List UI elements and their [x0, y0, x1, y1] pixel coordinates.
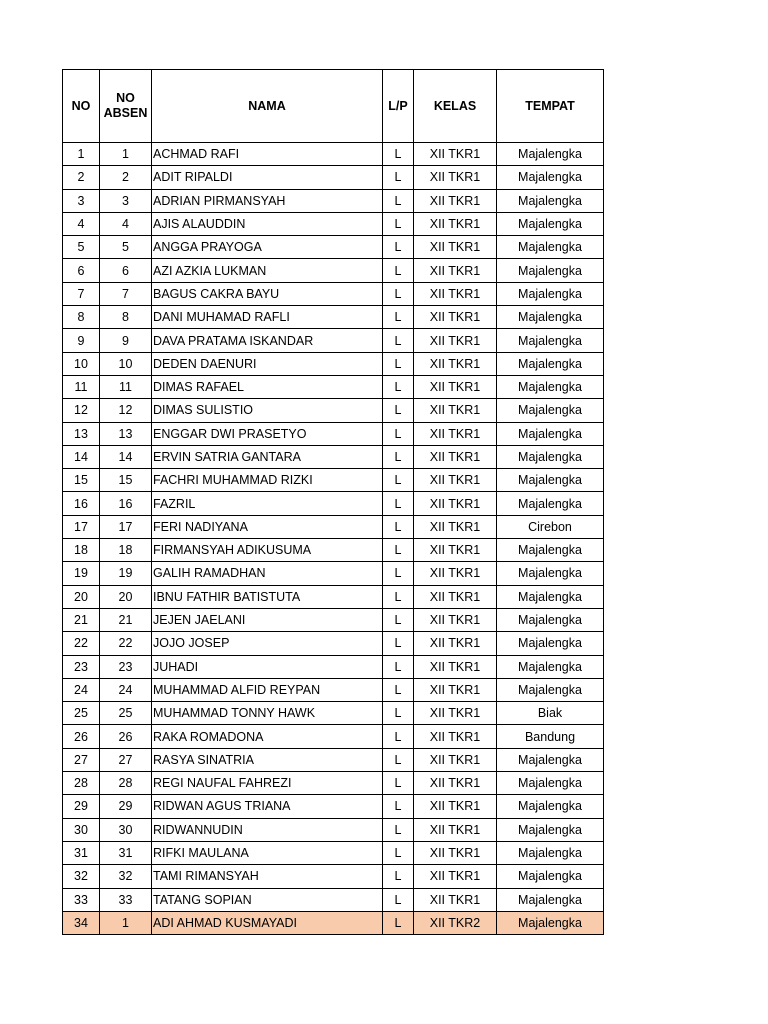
table-row [63, 888, 604, 911]
cell-no-absen: 18 [100, 539, 152, 562]
cell-kelas: XII TKR1 [414, 445, 497, 468]
cell-no: 31 [63, 841, 100, 864]
cell-no-absen: 15 [100, 469, 152, 492]
cell-tempat: Majalengka [497, 352, 604, 375]
cell-tempat: Majalengka [497, 608, 604, 631]
cell-nama: ADI AHMAD KUSMAYADI [152, 911, 383, 934]
table-row [63, 306, 604, 329]
table-row [63, 632, 604, 655]
cell-lp: L [383, 865, 414, 888]
cell-no: 11 [63, 375, 100, 398]
cell-nama: TATANG SOPIAN [152, 888, 383, 911]
cell-kelas: XII TKR1 [414, 702, 497, 725]
table-row [63, 166, 604, 189]
cell-kelas: XII TKR1 [414, 585, 497, 608]
cell-kelas: XII TKR1 [414, 725, 497, 748]
cell-no-absen: 21 [100, 608, 152, 631]
cell-no: 16 [63, 492, 100, 515]
cell-no: 2 [63, 166, 100, 189]
cell-tempat: Majalengka [497, 911, 604, 934]
cell-nama: ACHMAD RAFI [152, 143, 383, 166]
cell-tempat: Majalengka [497, 539, 604, 562]
cell-no-absen: 3 [100, 189, 152, 212]
cell-tempat: Majalengka [497, 585, 604, 608]
cell-no: 9 [63, 329, 100, 352]
cell-nama: DAVA PRATAMA ISKANDAR [152, 329, 383, 352]
cell-no-absen: 5 [100, 236, 152, 259]
cell-nama: DIMAS SULISTIO [152, 399, 383, 422]
cell-tempat: Majalengka [497, 329, 604, 352]
header-nama: NAMA [152, 70, 383, 143]
cell-lp: L [383, 725, 414, 748]
table-row [63, 585, 604, 608]
cell-nama: MUHAMMAD TONNY HAWK [152, 702, 383, 725]
table-row [63, 329, 604, 352]
header-no: NO [63, 70, 100, 143]
header-no-absen-line1: NO [116, 91, 135, 105]
cell-kelas: XII TKR1 [414, 399, 497, 422]
table-body [63, 143, 604, 935]
table-row [63, 865, 604, 888]
cell-kelas: XII TKR1 [414, 539, 497, 562]
cell-nama: JUHADI [152, 655, 383, 678]
cell-no-absen: 9 [100, 329, 152, 352]
cell-tempat: Majalengka [497, 143, 604, 166]
table-row [63, 492, 604, 515]
cell-nama: FACHRI MUHAMMAD RIZKI [152, 469, 383, 492]
cell-no-absen: 16 [100, 492, 152, 515]
cell-nama: RIDWAN AGUS TRIANA [152, 795, 383, 818]
cell-no-absen: 26 [100, 725, 152, 748]
cell-nama: ADRIAN PIRMANSYAH [152, 189, 383, 212]
cell-no: 5 [63, 236, 100, 259]
cell-no: 23 [63, 655, 100, 678]
cell-no-absen: 23 [100, 655, 152, 678]
cell-tempat: Majalengka [497, 632, 604, 655]
cell-no-absen: 32 [100, 865, 152, 888]
cell-no-absen: 14 [100, 445, 152, 468]
cell-no: 29 [63, 795, 100, 818]
cell-lp: L [383, 166, 414, 189]
cell-kelas: XII TKR1 [414, 748, 497, 771]
cell-lp: L [383, 655, 414, 678]
cell-nama: FERI NADIYANA [152, 515, 383, 538]
cell-lp: L [383, 189, 414, 212]
table-row [63, 375, 604, 398]
cell-nama: AJIS ALAUDDIN [152, 212, 383, 235]
cell-lp: L [383, 259, 414, 282]
cell-kelas: XII TKR2 [414, 911, 497, 934]
cell-no-absen: 7 [100, 282, 152, 305]
header-no-absen [100, 70, 152, 143]
cell-nama: RIFKI MAULANA [152, 841, 383, 864]
cell-lp: L [383, 143, 414, 166]
cell-tempat: Majalengka [497, 562, 604, 585]
cell-nama: MUHAMMAD ALFID REYPAN [152, 678, 383, 701]
header-no-absen-line2: ABSEN [103, 106, 148, 120]
cell-no: 30 [63, 818, 100, 841]
cell-tempat: Majalengka [497, 795, 604, 818]
cell-no: 13 [63, 422, 100, 445]
cell-tempat: Majalengka [497, 306, 604, 329]
cell-no: 32 [63, 865, 100, 888]
cell-no: 25 [63, 702, 100, 725]
cell-kelas: XII TKR1 [414, 795, 497, 818]
cell-lp: L [383, 515, 414, 538]
cell-nama: REGI NAUFAL FAHREZI [152, 772, 383, 795]
cell-tempat: Majalengka [497, 375, 604, 398]
table-row [63, 515, 604, 538]
cell-no-absen: 30 [100, 818, 152, 841]
cell-kelas: XII TKR1 [414, 608, 497, 631]
cell-nama: AZI AZKIA LUKMAN [152, 259, 383, 282]
cell-no: 20 [63, 585, 100, 608]
cell-kelas: XII TKR1 [414, 352, 497, 375]
cell-no-absen: 33 [100, 888, 152, 911]
table-row [63, 212, 604, 235]
cell-lp: L [383, 888, 414, 911]
cell-kelas: XII TKR1 [414, 818, 497, 841]
table-row [63, 259, 604, 282]
cell-no-absen: 31 [100, 841, 152, 864]
cell-lp: L [383, 678, 414, 701]
cell-kelas: XII TKR1 [414, 236, 497, 259]
cell-kelas: XII TKR1 [414, 632, 497, 655]
header-tempat: TEMPAT [497, 70, 604, 143]
table-row [63, 678, 604, 701]
table-row [63, 189, 604, 212]
table-row [63, 445, 604, 468]
header-lp: L/P [383, 70, 414, 143]
header-kelas: KELAS [414, 70, 497, 143]
cell-nama: DEDEN DAENURI [152, 352, 383, 375]
cell-lp: L [383, 445, 414, 468]
cell-nama: GALIH RAMADHAN [152, 562, 383, 585]
cell-no-absen: 20 [100, 585, 152, 608]
table-row [63, 911, 604, 934]
cell-kelas: XII TKR1 [414, 655, 497, 678]
cell-lp: L [383, 492, 414, 515]
cell-no-absen: 24 [100, 678, 152, 701]
cell-tempat: Majalengka [497, 445, 604, 468]
cell-lp: L [383, 702, 414, 725]
cell-tempat: Majalengka [497, 748, 604, 771]
cell-nama: BAGUS CAKRA BAYU [152, 282, 383, 305]
table-row [63, 702, 604, 725]
cell-no-absen: 19 [100, 562, 152, 585]
table-row [63, 748, 604, 771]
table-row [63, 282, 604, 305]
cell-tempat: Cirebon [497, 515, 604, 538]
cell-nama: RAKA ROMADONA [152, 725, 383, 748]
cell-tempat: Majalengka [497, 189, 604, 212]
cell-lp: L [383, 306, 414, 329]
cell-no-absen: 2 [100, 166, 152, 189]
cell-tempat: Majalengka [497, 259, 604, 282]
cell-no: 15 [63, 469, 100, 492]
table-row [63, 841, 604, 864]
cell-tempat: Majalengka [497, 236, 604, 259]
cell-tempat: Majalengka [497, 678, 604, 701]
cell-nama: ANGGA PRAYOGA [152, 236, 383, 259]
cell-kelas: XII TKR1 [414, 678, 497, 701]
cell-tempat: Majalengka [497, 772, 604, 795]
table-row [63, 236, 604, 259]
cell-lp: L [383, 795, 414, 818]
table-row [63, 562, 604, 585]
cell-no: 28 [63, 772, 100, 795]
cell-no: 21 [63, 608, 100, 631]
cell-no-absen: 1 [100, 911, 152, 934]
cell-lp: L [383, 585, 414, 608]
table-row [63, 725, 604, 748]
cell-tempat: Majalengka [497, 818, 604, 841]
cell-tempat: Bandung [497, 725, 604, 748]
cell-nama: RASYA SINATRIA [152, 748, 383, 771]
cell-no-absen: 27 [100, 748, 152, 771]
cell-kelas: XII TKR1 [414, 329, 497, 352]
cell-no: 6 [63, 259, 100, 282]
cell-no: 17 [63, 515, 100, 538]
cell-tempat: Majalengka [497, 282, 604, 305]
table-row [63, 422, 604, 445]
cell-nama: JEJEN JAELANI [152, 608, 383, 631]
cell-lp: L [383, 422, 414, 445]
cell-lp: L [383, 212, 414, 235]
cell-no: 14 [63, 445, 100, 468]
cell-lp: L [383, 469, 414, 492]
table-row [63, 818, 604, 841]
cell-no: 1 [63, 143, 100, 166]
cell-lp: L [383, 562, 414, 585]
cell-kelas: XII TKR1 [414, 189, 497, 212]
cell-no: 22 [63, 632, 100, 655]
cell-kelas: XII TKR1 [414, 212, 497, 235]
cell-tempat: Majalengka [497, 888, 604, 911]
table-row [63, 539, 604, 562]
cell-tempat: Majalengka [497, 422, 604, 445]
cell-kelas: XII TKR1 [414, 841, 497, 864]
cell-tempat: Majalengka [497, 166, 604, 189]
cell-tempat: Majalengka [497, 399, 604, 422]
cell-no: 19 [63, 562, 100, 585]
table-row [63, 772, 604, 795]
cell-no: 34 [63, 911, 100, 934]
cell-lp: L [383, 608, 414, 631]
cell-kelas: XII TKR1 [414, 865, 497, 888]
cell-kelas: XII TKR1 [414, 259, 497, 282]
cell-lp: L [383, 399, 414, 422]
cell-no-absen: 8 [100, 306, 152, 329]
cell-kelas: XII TKR1 [414, 422, 497, 445]
table-row [63, 143, 604, 166]
cell-no: 27 [63, 748, 100, 771]
table-row [63, 795, 604, 818]
cell-no-absen: 22 [100, 632, 152, 655]
cell-no-absen: 25 [100, 702, 152, 725]
table-row [63, 608, 604, 631]
cell-lp: L [383, 282, 414, 305]
cell-kelas: XII TKR1 [414, 772, 497, 795]
cell-kelas: XII TKR1 [414, 888, 497, 911]
cell-nama: TAMI RIMANSYAH [152, 865, 383, 888]
cell-nama: JOJO JOSEP [152, 632, 383, 655]
cell-nama: ERVIN SATRIA GANTARA [152, 445, 383, 468]
cell-kelas: XII TKR1 [414, 282, 497, 305]
table-row [63, 352, 604, 375]
cell-nama: FAZRIL [152, 492, 383, 515]
cell-kelas: XII TKR1 [414, 306, 497, 329]
cell-no-absen: 4 [100, 212, 152, 235]
cell-tempat: Majalengka [497, 212, 604, 235]
cell-nama: DIMAS RAFAEL [152, 375, 383, 398]
table-header-row [63, 70, 604, 143]
cell-lp: L [383, 911, 414, 934]
cell-lp: L [383, 236, 414, 259]
cell-no: 12 [63, 399, 100, 422]
cell-nama: ADIT RIPALDI [152, 166, 383, 189]
cell-kelas: XII TKR1 [414, 143, 497, 166]
student-table [62, 69, 604, 935]
table-row [63, 399, 604, 422]
cell-no: 4 [63, 212, 100, 235]
cell-no-absen: 28 [100, 772, 152, 795]
cell-lp: L [383, 818, 414, 841]
cell-nama: FIRMANSYAH ADIKUSUMA [152, 539, 383, 562]
cell-tempat: Majalengka [497, 655, 604, 678]
cell-no-absen: 29 [100, 795, 152, 818]
table-row [63, 469, 604, 492]
cell-no: 24 [63, 678, 100, 701]
cell-no-absen: 6 [100, 259, 152, 282]
cell-no: 10 [63, 352, 100, 375]
cell-no-absen: 10 [100, 352, 152, 375]
cell-lp: L [383, 375, 414, 398]
cell-no-absen: 1 [100, 143, 152, 166]
cell-no-absen: 13 [100, 422, 152, 445]
cell-no-absen: 11 [100, 375, 152, 398]
cell-tempat: Majalengka [497, 469, 604, 492]
cell-nama: ENGGAR DWI PRASETYO [152, 422, 383, 445]
cell-lp: L [383, 841, 414, 864]
cell-nama: IBNU FATHIR BATISTUTA [152, 585, 383, 608]
cell-lp: L [383, 329, 414, 352]
cell-no: 18 [63, 539, 100, 562]
cell-no: 7 [63, 282, 100, 305]
cell-lp: L [383, 539, 414, 562]
cell-kelas: XII TKR1 [414, 375, 497, 398]
table-row [63, 655, 604, 678]
cell-kelas: XII TKR1 [414, 492, 497, 515]
cell-no: 26 [63, 725, 100, 748]
cell-kelas: XII TKR1 [414, 166, 497, 189]
cell-kelas: XII TKR1 [414, 515, 497, 538]
cell-nama: DANI MUHAMAD RAFLI [152, 306, 383, 329]
cell-lp: L [383, 632, 414, 655]
cell-no: 8 [63, 306, 100, 329]
cell-tempat: Majalengka [497, 492, 604, 515]
cell-no-absen: 17 [100, 515, 152, 538]
cell-no: 3 [63, 189, 100, 212]
cell-lp: L [383, 352, 414, 375]
cell-lp: L [383, 772, 414, 795]
cell-no: 33 [63, 888, 100, 911]
cell-kelas: XII TKR1 [414, 469, 497, 492]
cell-kelas: XII TKR1 [414, 562, 497, 585]
cell-no-absen: 12 [100, 399, 152, 422]
cell-lp: L [383, 748, 414, 771]
cell-tempat: Majalengka [497, 865, 604, 888]
cell-tempat: Biak [497, 702, 604, 725]
cell-nama: RIDWANNUDIN [152, 818, 383, 841]
cell-tempat: Majalengka [497, 841, 604, 864]
